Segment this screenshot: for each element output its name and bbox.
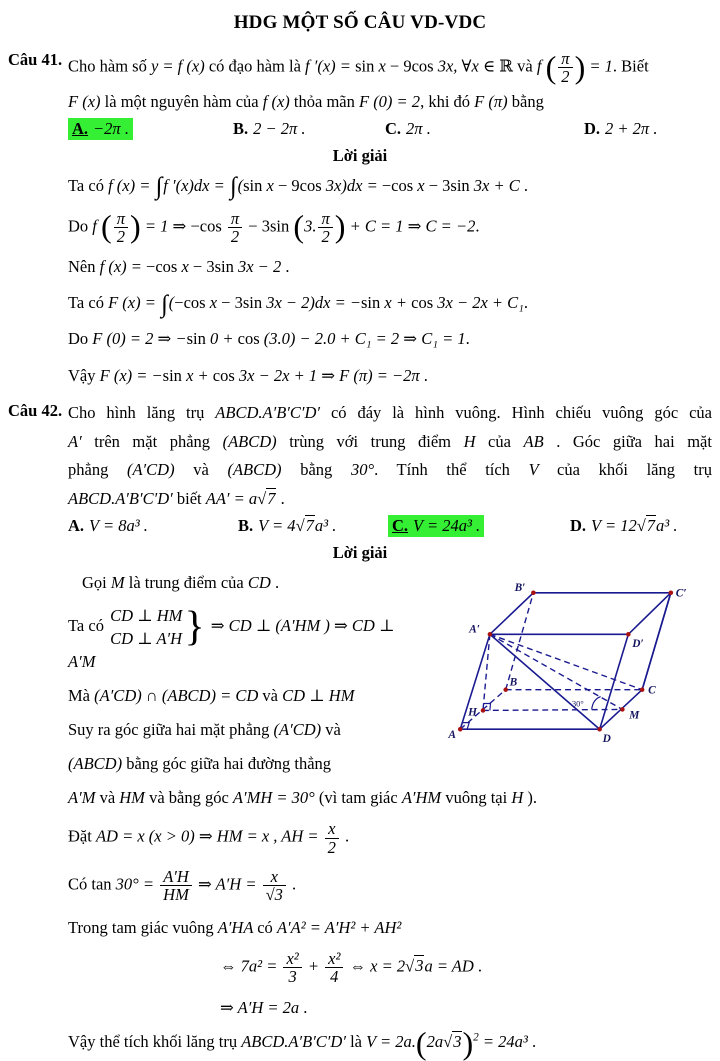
vertex-label-C: C [648, 684, 656, 697]
angle-arc-30 [592, 697, 601, 710]
solution-line: Có tan 30° = $\frac{A'H}{HM}$ ⇒ A′H = $\frac{x}{√3}$ . [68, 867, 297, 905]
solution-line: (ABCD) bằng góc giữa hai đường thẳng [68, 754, 332, 774]
solution-line: Ta có CD ⊥ HM CD ⊥ A′H } ⇒ CD ⊥ (A′HM ) ⇒ CD ⊥ A′M [68, 603, 395, 671]
question-42-label: Câu 42. [8, 400, 63, 420]
answer-value: V = 4√7a³ . [258, 516, 337, 536]
vertex-label-H: H [468, 706, 477, 719]
vertex-label-D: D [602, 733, 611, 746]
question-42-answers [8, 515, 712, 537]
solution-line: Do f ( $\frac{\pi}{2}$ ) = 1 ⇒ −cos $\frac{\pi}{2}$ − 3sin (3. $\frac{\pi}{2}$ ) + C = 1 ⇒ C = −2. [68, 208, 480, 246]
answer-value: V = 12√7a³ . [591, 516, 678, 536]
question-41-label: Câu 41. [8, 50, 63, 69]
answer-option-42-a [68, 516, 238, 536]
question-41-stem-line: F (x) là một nguyên hàm của f (x) thỏa mãn F (0) = 2, khi đó F (π) bằng [68, 91, 544, 111]
solution-42 [8, 571, 712, 1061]
answer-letter: C. [385, 118, 402, 138]
solution-line: Gọi M là trung điểm của CD . [82, 573, 280, 593]
question-41 [8, 50, 712, 114]
solution-heading-41: Lời giải [332, 145, 388, 165]
answer-letter: A. [68, 516, 85, 536]
solution-line: Do F (0) = 2 ⇒ −sin 0 + cos (3.0) − 2.0 + C₁ = 2 ⇒ C₁ = 1. [68, 329, 470, 349]
solution-line: Vậy thể tích khối lăng trụ ABCD.A′B′C′D′ là $V = 2a.(2a√3)^2 = 24a^3$ . [68, 1024, 537, 1061]
answer-letter: C. [392, 516, 409, 536]
vertex-label-D-prime: D′ [632, 638, 644, 651]
answer-value: 2 − 2π . [253, 118, 306, 138]
angle-label-30: 30° [571, 699, 584, 709]
answer-option-41-c [385, 119, 584, 139]
solution-line: Nên f (x) = −cos x − 3sin 3x − 2 . [68, 257, 290, 277]
solution-line: Mà (A′CD) ∩ (ABCD) = CD và CD ⊥ HM [68, 686, 355, 706]
question-42 [8, 401, 712, 512]
question-42-stem-line: Cho hình lăng trụ ABCD.A′B′C′D′ có đáy là hình vuông. Hình chiếu vuông góc của [68, 402, 713, 422]
answer-value: 2 + 2π . [605, 118, 658, 138]
answer-value: −2π . [93, 118, 129, 138]
answer-option-41-b [233, 119, 385, 139]
answer-letter: D. [584, 118, 601, 138]
answer-letter: A. [72, 118, 89, 138]
answer-option-42-c [388, 515, 570, 537]
solution-line: ⇔ 7a² = $\frac{\text{x²}}{3}$ + $\frac{\text{x²}}{4}$ ⇔ x = 2√3a = AD . [220, 948, 483, 987]
answer-letter: D. [570, 516, 587, 536]
solution-line: Trong tam giác vuông A′HA có A′A² = A′H² + AH² [68, 917, 402, 937]
solution-line: Vậy F (x) = −sin x + cos 3x − 2x + 1 ⇒ F (π) = −2π . [68, 365, 428, 385]
correct-answer-highlight [388, 515, 484, 537]
solution-line: Suy ra góc giữa hai mặt phẳng (A′CD) và [68, 720, 341, 740]
document-title: HDG MỘT SỐ CÂU VD-VDC [233, 12, 487, 33]
answer-letter: B. [233, 118, 249, 138]
answer-option-42-b [238, 516, 388, 536]
answer-option-42-d [570, 516, 677, 536]
question-41-stem-line: Cho hàm số y = f (x) có đạo hàm là f ′(x) = sin x − 9cos 3x, ∀x ∈ ℝ và f ( $\frac{\pi}{2}$ ) = 1. Biết [68, 48, 649, 87]
solution-line: Ta có f (x) = ∫f ′(x)dx = ∫(sin x − 9cos 3x)dx = −cos x − 3sin 3x + C . [68, 172, 528, 200]
prism-figure [426, 573, 710, 749]
vertex-label-A-prime: A′ [469, 623, 480, 636]
answer-value: V = 8a³ . [89, 516, 148, 536]
answer-value: 2π . [406, 118, 431, 138]
vertex-label-C-prime: C′ [675, 588, 687, 601]
solution-line: A′M và HM và bằng góc A′MH = 30° (vì tam giác A′HM vuông tại H ). [68, 788, 537, 808]
question-42-stem-line: A′ trên mặt phẳng (ABCD) trùng với trung điểm H của AB . Góc giữa hai mặt [68, 431, 712, 451]
solution-heading-42: Lời giải [332, 543, 388, 563]
answer-option-41-d [584, 119, 657, 139]
solution-line: Ta có F (x) = ∫(−cos x − 3sin 3x − 2)dx = −sin x + cos 3x − 2x + C₁. [68, 290, 529, 318]
question-42-stem-line: phẳng (A′CD) và (ABCD) bằng 30°. Tính thể tích V của khối lăng trụ [68, 460, 712, 480]
vertex-label-M: M [629, 709, 640, 722]
answer-value: V = 24a³ . [413, 516, 481, 536]
correct-answer-highlight [68, 118, 133, 140]
vertex-label-B-prime: B′ [514, 582, 526, 595]
question-42-stem-line: ABCD.A′B′C′D′ biết AA′ = a√7 . [68, 489, 285, 509]
solution-line: Đặt AD = x (x > 0) ⇒ HM = x , AH = $\frac{x}{2}$ . [68, 819, 350, 857]
vertex-label-B: B [509, 677, 518, 690]
answer-letter: B. [238, 516, 254, 536]
solution-line: ⇒ A′H = 2a . [220, 998, 308, 1018]
question-41-answers [8, 118, 712, 140]
vertex-label-A: A [448, 729, 456, 742]
answer-option-41-a [68, 118, 233, 140]
